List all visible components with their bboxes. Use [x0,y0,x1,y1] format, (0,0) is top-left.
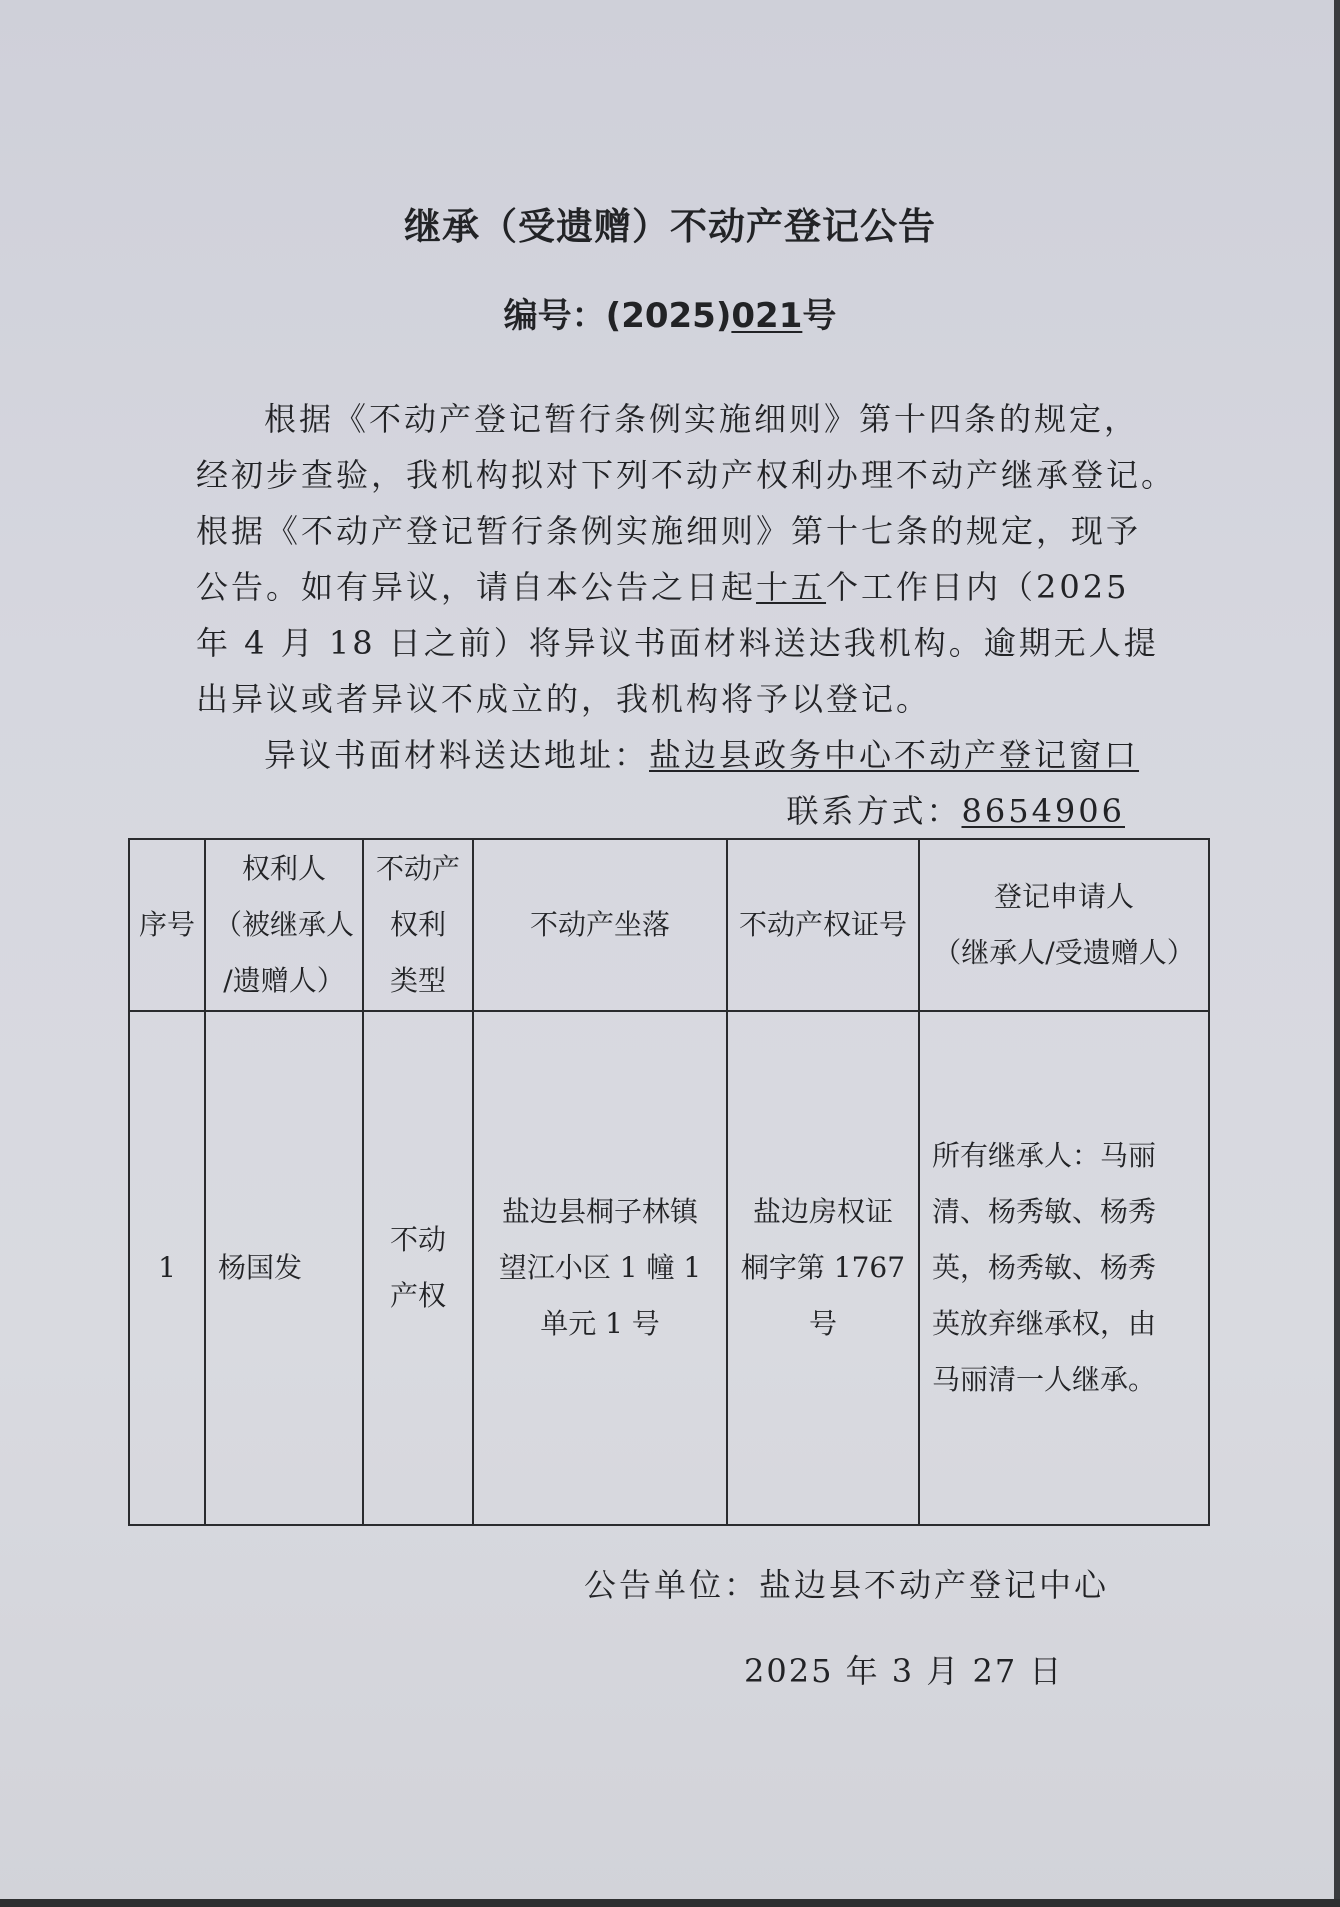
number-year: 2025 [621,296,716,336]
cell-applicant-line-1: 所有继承人：马丽 [932,1139,1157,1172]
contact-label: 联系方式： [786,792,962,830]
table-row [129,1011,1209,1525]
body-line-4-start: 公告。如有异议，请自本公告之日起 [196,568,757,606]
notice-title: 继承（受遗赠）不动产登记公告 [404,205,936,248]
cell-applicant-line-3: 英，杨秀敏、杨秀 [932,1251,1157,1284]
address-value: 盐边县政务中心不动产登记窗口 [649,736,1140,774]
cell-cert-line-3: 号 [808,1307,837,1340]
cell-location-line-3: 单元 1 号 [540,1307,660,1340]
cell-type-line-1: 不动 [389,1223,446,1256]
cell-cert-line-1: 盐边房权证 [752,1195,893,1228]
cell-location-line-2: 望江小区 1 幢 1 [498,1251,702,1284]
cell-location-line-1: 盐边县桐子林镇 [501,1195,698,1228]
number-suffix: 号 [802,296,837,336]
cell-applicant-line-2: 清、杨秀敏、杨秀 [932,1195,1157,1228]
body-line-5: 年 4 月 18 日之前）将异议书面材料送达我机构。逾期无人提 [196,624,1159,662]
cell-type [363,1011,473,1525]
cell-holder: 杨国发 [205,1011,363,1525]
cell-applicant-line-5: 马丽清一人继承。 [932,1363,1157,1396]
header-type-line-1: 不动产 [375,852,460,885]
body-line-3: 根据《不动产登记暂行条例实施细则》第十七条的规定，现予 [196,512,1142,550]
issue-date: 2025 年 3 月 27 日 [744,1652,1064,1690]
table-header-row [129,839,1209,1011]
header-applicant-line-2: （继承人/受遗赠人） [933,936,1195,969]
cell-type-line-2: 产权 [389,1279,446,1312]
objection-days: 十五 [756,568,827,606]
page-edge-right [1334,0,1340,1907]
registration-table [128,838,1210,1526]
contact-value: 8654906 [961,792,1125,830]
header-holder-line-1: 权利人 [241,852,326,885]
header-applicant [919,839,1209,1011]
number-mid: ) [715,296,732,336]
header-holder [205,839,363,1011]
cell-applicant [919,1011,1209,1525]
cell-cert-line-2: 桐字第 1767 [740,1251,906,1284]
cell-location [473,1011,727,1525]
address-line [264,730,1139,776]
number-serial: 021 [731,296,803,336]
number-prefix: 编号：( [503,296,622,336]
body-line-4-end: 个工作日内（2025 [826,568,1130,606]
header-holder-line-3: /遗赠人） [223,964,345,997]
cell-applicant-line-4: 英放弃继承权，由 [932,1307,1157,1340]
notice-number [0,288,1340,337]
body-line-4 [196,562,1129,608]
body-line-6: 出异议或者异议不成立的，我机构将予以登记。 [196,680,932,718]
body-line-1: 根据《不动产登记暂行条例实施细则》第十四条的规定， [264,400,1140,438]
cell-cert [727,1011,919,1525]
header-seq: 序号 [129,839,205,1011]
header-type-line-3: 类型 [389,964,446,997]
header-type [363,839,473,1011]
body-line-2: 经初步查验，我机构拟对下列不动产权利办理不动产继承登记。 [196,456,1177,494]
header-type-line-2: 权利 [389,908,446,941]
header-applicant-line-1: 登记申请人 [993,880,1134,913]
page-edge-bottom [0,1899,1340,1907]
issuing-unit: 公告单位：盐边县不动产登记中心 [584,1566,1110,1604]
header-holder-line-2: （被继承人 [213,908,354,941]
cell-seq: 1 [129,1011,205,1525]
address-label: 异议书面材料送达地址： [264,736,650,774]
header-location: 不动产坐落 [473,839,727,1011]
header-cert: 不动产权证号 [727,839,919,1011]
contact-line [786,786,1125,832]
